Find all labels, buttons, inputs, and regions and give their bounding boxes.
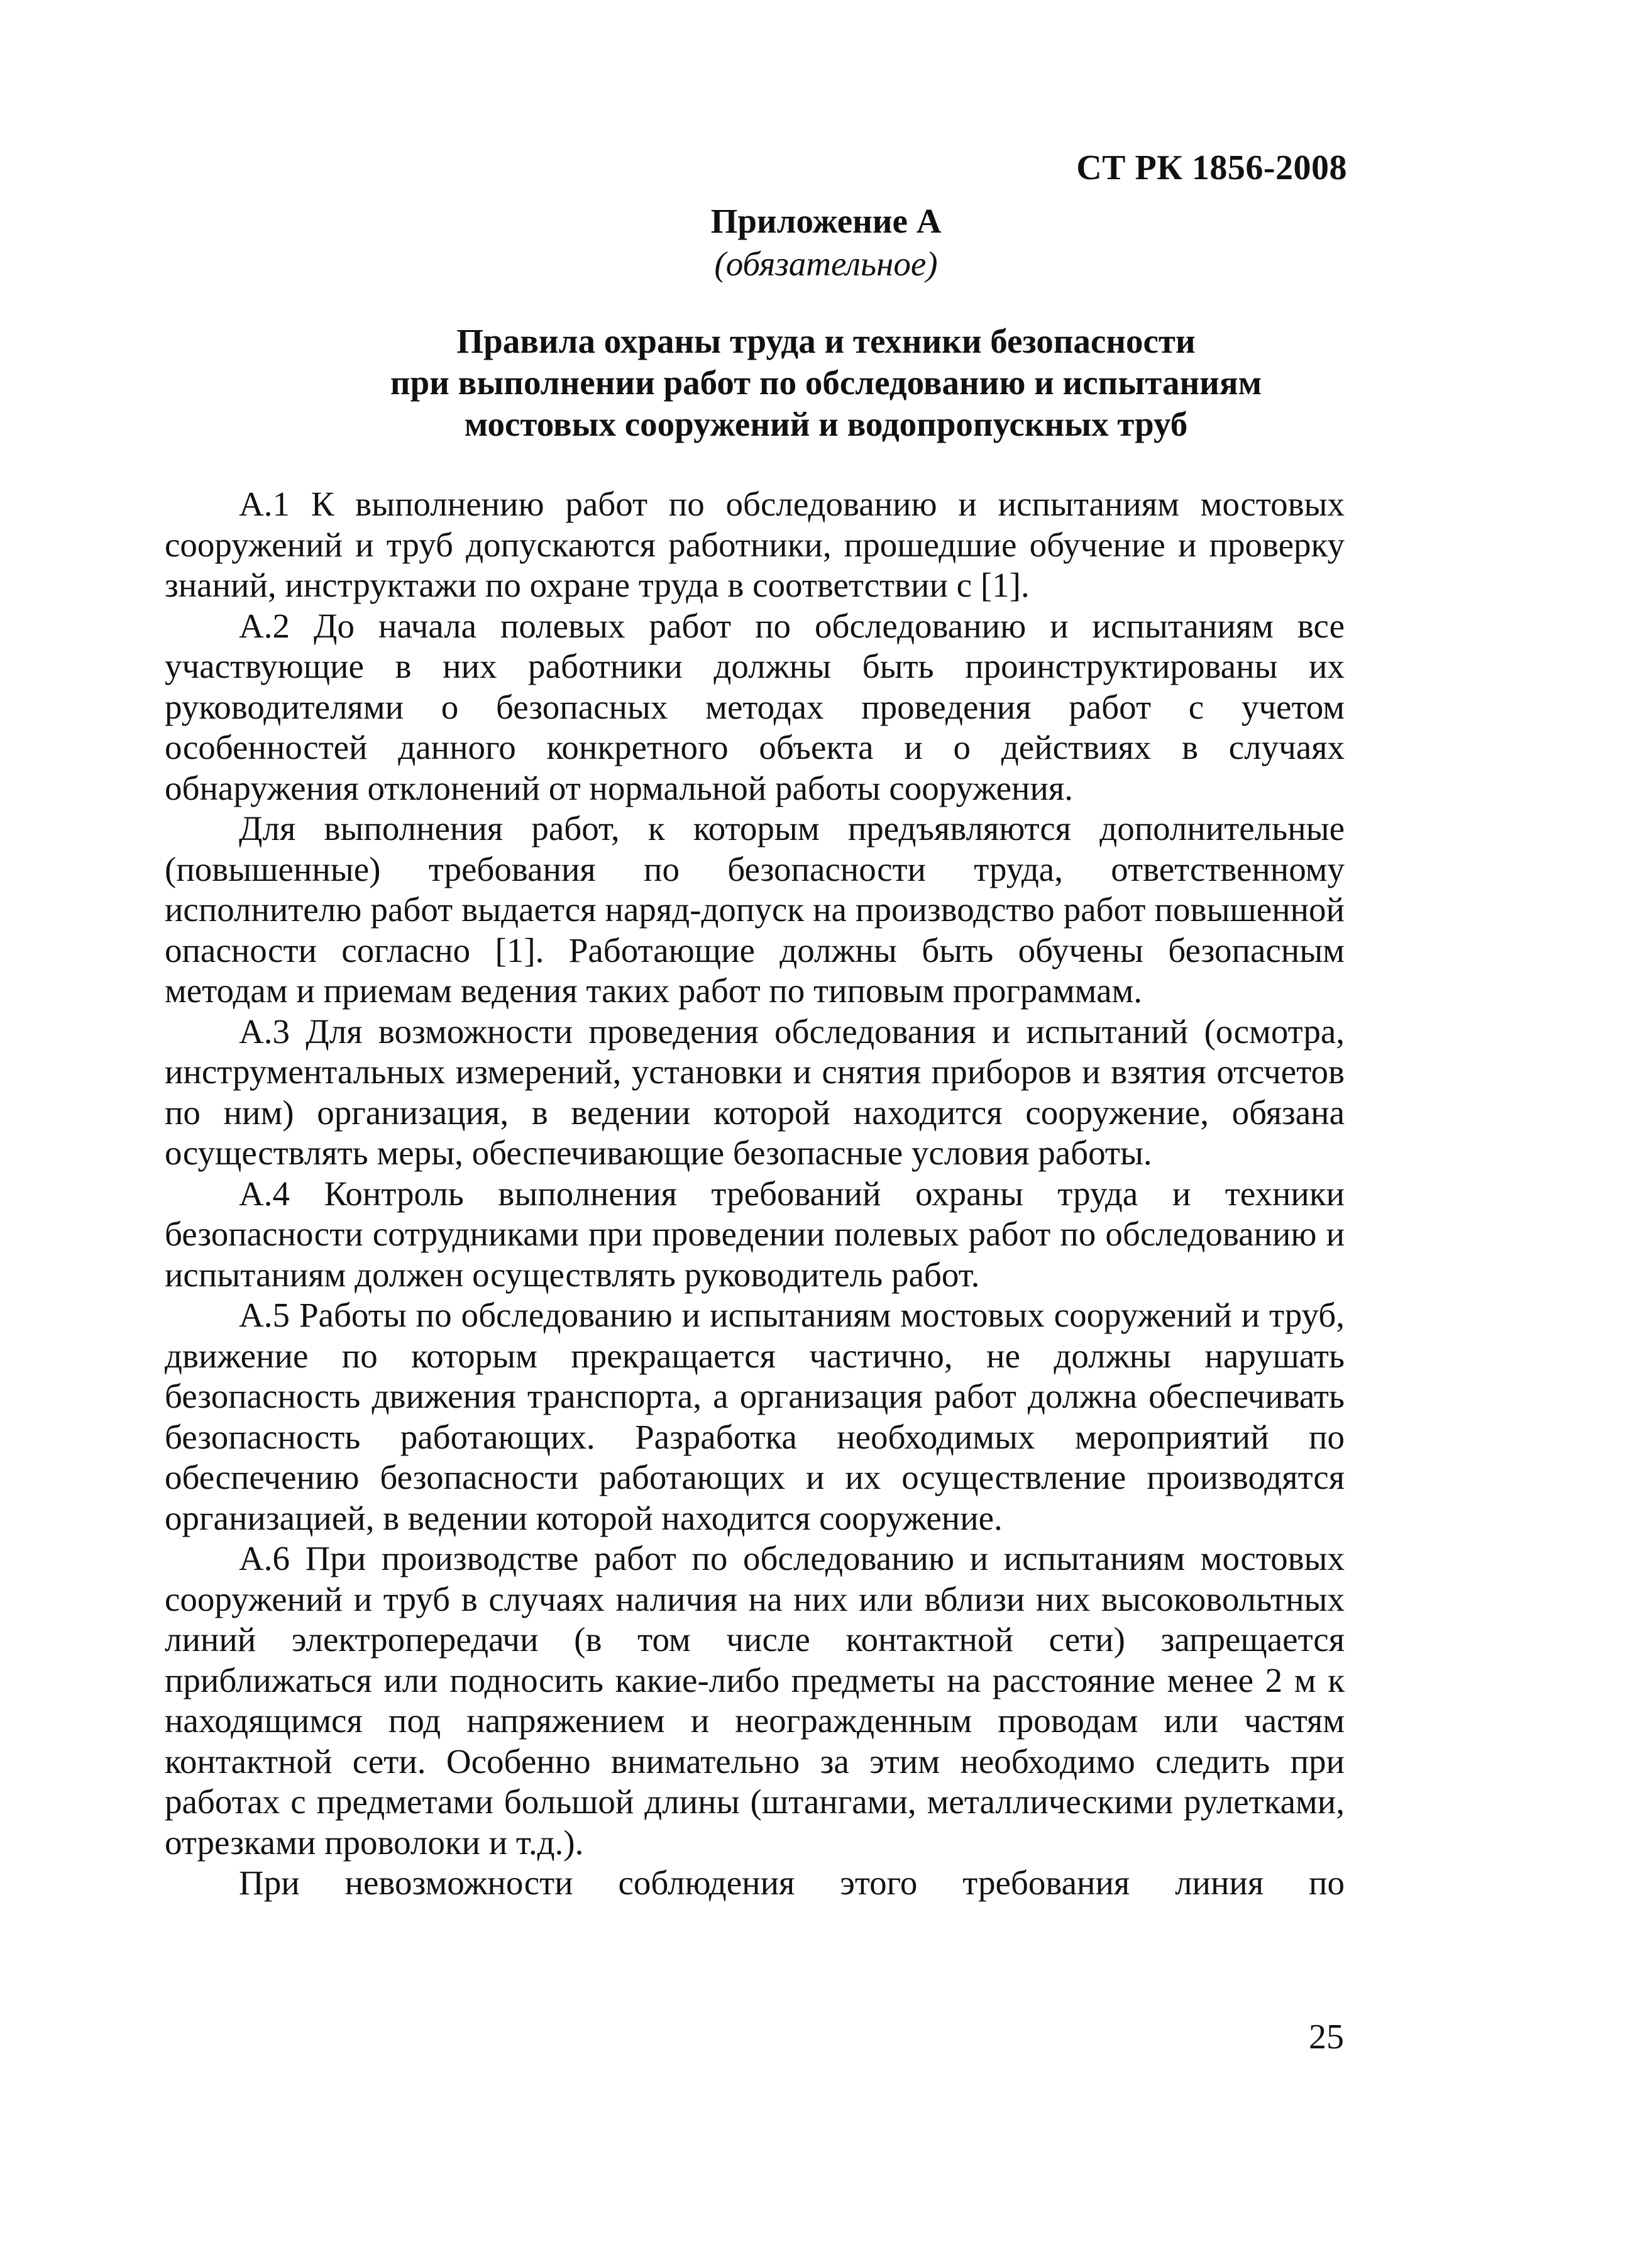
- paragraph-permit: Для выполнения работ, к которым предъявляются дополнительные (повышенные) требования по безопасности труда, ответственному исполнителю работ выдается наряд-допуск на производство работ повышенной опасности согласно [1]. Работающие должны быть обучены безопасным методам и приемам ведения таких работ по типовым программам.: [165, 809, 1345, 1010]
- paragraph-a4: А.4 Контроль выполнения требований охраны труда и техники безопасности сотрудниками при проведении полевых работ по обследованию и испытаниям должен осуществлять руководитель работ.: [165, 1174, 1345, 1294]
- paragraph-a3: А.3 Для возможности проведения обследования и испытаний (осмотра, инструментальных измерений, установки и снятия приборов и взятия отсчетов по ним) организация, в ведении которой находится сооружение, обязана осуществлять меры, обеспечивающие безопасные условия работы.: [165, 1012, 1345, 1172]
- page-number: 25: [1309, 2018, 1344, 2057]
- paragraph-a5: А.5 Работы по обследованию и испытаниям мостовых сооружений и труб, движение по которым прекращается частично, не должны нарушать безопасность движения транспорта, а организация работ должна обеспечивать безопасность работающих. Разработка необходимых мероприятий по обеспечению безопасности работающих и их осуществление производятся организацией, в ведении которой находится сооружение.: [165, 1296, 1345, 1537]
- appendix-heading: [0, 200, 1652, 285]
- paragraph-a2: А.2 До начала полевых работ по обследованию и испытаниям все участвующие в них работники должны быть проинструктированы их руководителями о безопасных методах проведения работ с учетом особенностей данного конкретного объекта и о действиях в случаях обнаружения отклонений от нормальной работы сооружения.: [165, 606, 1345, 807]
- body-text: [165, 484, 1345, 1904]
- appendix-status: (обязательное): [714, 245, 938, 283]
- section-title: [0, 321, 1652, 445]
- section-title-line: мостовых сооружений и водопропускных труб: [464, 405, 1188, 443]
- paragraph-continuation: При невозможности соблюдения этого требования линия по: [239, 1864, 1345, 1902]
- document-code: СТ РК 1856-2008: [1076, 148, 1347, 187]
- paragraph-a1: А.1 К выполнению работ по обследованию и испытаниям мостовых сооружений и труб допускаются работники, прошедшие обучение и проверку знаний, инструктажи по охране труда в соответствии с [1].: [165, 485, 1345, 604]
- section-title-line: при выполнении работ по обследованию и испытаниям: [390, 363, 1262, 402]
- appendix-title: Приложение А: [710, 202, 942, 240]
- section-title-line: Правила охраны труда и техники безопасности: [456, 322, 1196, 360]
- paragraph-a6: А.6 При производстве работ по обследованию и испытаниям мостовых сооружений и труб в случаях наличия на них или вблизи них высоковольтных линий электропередачи (в том числе контактной сети) запрещается приближаться или подносить какие-либо предметы на расстояние менее 2 м к находящимся под напряжением и неогражденным проводам или частям контактной сети. Особенно внимательно за этим необходимо следить при работах с предметами большой длины (штангами, металлическими рулетками, отрезками проволоки и т.д.).: [165, 1539, 1345, 1862]
